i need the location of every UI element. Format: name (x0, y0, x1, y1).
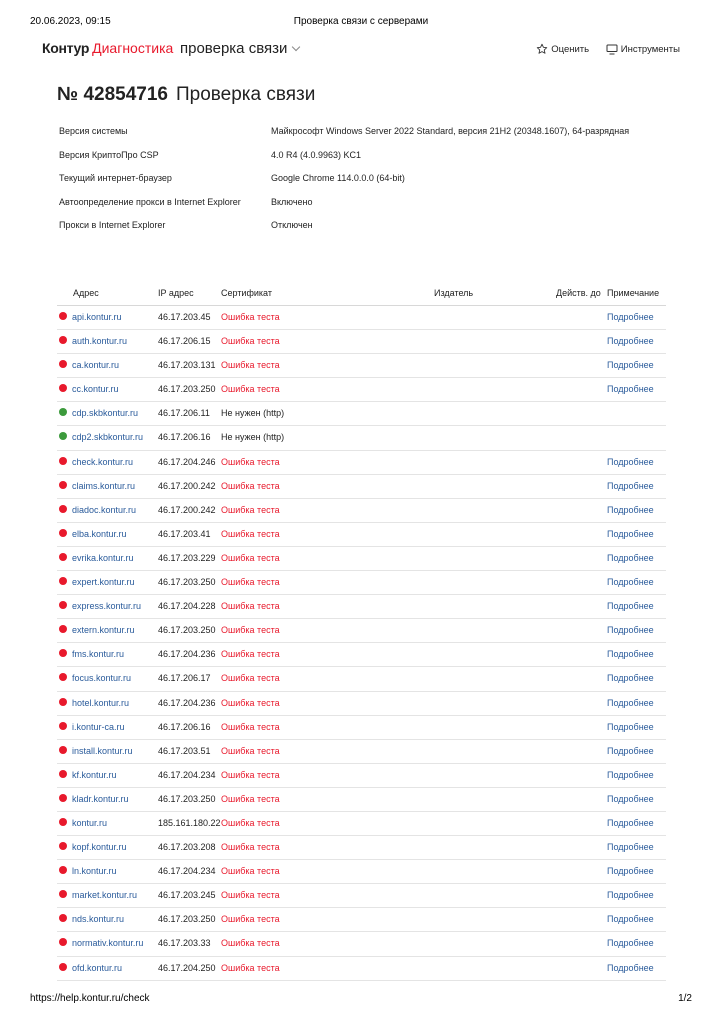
server-ip: 46.17.204.228 (158, 601, 216, 612)
server-ip: 46.17.206.16 (158, 721, 211, 732)
details-link[interactable]: Подробнее (607, 721, 654, 732)
page-title (57, 84, 315, 106)
server-ip: 46.17.206.17 (158, 673, 211, 684)
server-ip: 46.17.206.11 (158, 408, 210, 419)
status-error-icon (59, 842, 67, 850)
certificate-status: Ошибка теста (221, 336, 280, 347)
chevron-down-icon (292, 43, 300, 51)
status-error-icon (59, 384, 67, 392)
server-address: expert.kontur.ru (72, 577, 135, 588)
certificate-status: Ошибка теста (221, 528, 280, 539)
brand-kontur: Контур (42, 40, 90, 56)
server-ip: 46.17.203.229 (158, 552, 216, 563)
details-link[interactable]: Подробнее (607, 914, 654, 925)
table-row (57, 475, 666, 499)
status-error-icon (59, 336, 67, 344)
server-address: nds.kontur.ru (72, 914, 125, 925)
server-address: install.kontur.ru (72, 745, 133, 756)
certificate-status: Ошибка теста (221, 914, 280, 925)
server-address: fms.kontur.ru (72, 649, 125, 660)
status-error-icon (59, 529, 67, 537)
system-info (59, 126, 679, 244)
status-error-icon (59, 914, 67, 922)
servers-table (57, 306, 666, 981)
table-row (57, 426, 666, 450)
details-link[interactable]: Подробнее (607, 842, 654, 853)
details-link[interactable]: Подробнее (607, 962, 654, 973)
info-row (59, 197, 679, 221)
server-address: elba.kontur.ru (72, 528, 127, 539)
details-link[interactable]: Подробнее (607, 793, 654, 804)
server-ip: 46.17.203.45 (158, 312, 211, 322)
info-value: Google Chrome 114.0.0.0 (64-bit) (271, 173, 405, 184)
certificate-status: Ошибка теста (221, 480, 280, 491)
details-link[interactable]: Подробнее (607, 456, 654, 467)
table-row (57, 451, 666, 475)
status-ok-icon (59, 432, 67, 440)
section-label: проверка связи (180, 40, 288, 57)
table-row (57, 402, 666, 426)
certificate-status: Ошибка теста (221, 312, 280, 322)
header-note: Примечание (607, 288, 660, 298)
server-address: api.kontur.ru (72, 312, 122, 322)
certificate-status: Ошибка теста (221, 697, 280, 708)
server-address: express.kontur.ru (72, 601, 142, 612)
brand-logo[interactable] (42, 40, 173, 56)
table-row (57, 692, 666, 716)
tools-button[interactable] (606, 44, 680, 55)
server-ip: 46.17.203.250 (158, 577, 216, 588)
server-ip: 46.17.204.250 (158, 962, 216, 973)
print-header (30, 16, 692, 30)
print-footer (30, 993, 692, 1007)
server-address: diadoc.kontur.ru (72, 504, 137, 515)
server-address: extern.kontur.ru (72, 625, 135, 636)
server-ip: 46.17.204.246 (158, 456, 216, 467)
details-link[interactable]: Подробнее (607, 817, 654, 828)
server-ip: 46.17.203.208 (158, 842, 216, 853)
table-row (57, 499, 666, 523)
monitor-icon (606, 44, 618, 55)
table-row (57, 667, 666, 691)
certificate-status: Не нужен (http) (221, 432, 285, 443)
status-error-icon (59, 866, 67, 874)
server-ip: 46.17.204.236 (158, 697, 216, 708)
table-row (57, 643, 666, 667)
certificate-status: Ошибка теста (221, 962, 280, 973)
details-link[interactable]: Подробнее (607, 577, 654, 588)
server-address: ca.kontur.ru (72, 360, 120, 371)
status-error-icon (59, 770, 67, 778)
server-address: kf.kontur.ru (72, 769, 117, 780)
status-error-icon (59, 457, 67, 465)
table-row (57, 619, 666, 643)
server-ip: 46.17.206.15 (158, 336, 211, 347)
status-error-icon (59, 481, 67, 489)
table-row (57, 716, 666, 740)
info-label: Прокси в Internet Explorer (59, 220, 166, 231)
certificate-status: Ошибка теста (221, 793, 280, 804)
certificate-status: Ошибка теста (221, 456, 280, 467)
table-row (57, 764, 666, 788)
status-error-icon (59, 625, 67, 633)
server-address: ofd.kontur.ru (72, 962, 123, 973)
check-number: № 42854716 (57, 84, 168, 105)
info-label: Версия системы (59, 126, 128, 136)
server-address: focus.kontur.ru (72, 673, 132, 684)
certificate-status: Ошибка теста (221, 938, 280, 949)
server-address: ln.kontur.ru (72, 866, 117, 877)
certificate-status: Ошибка теста (221, 577, 280, 588)
certificate-status: Ошибка теста (221, 721, 280, 732)
status-error-icon (59, 601, 67, 609)
rate-button[interactable] (536, 43, 589, 55)
header-address: Адрес (73, 288, 99, 298)
server-address: cdp2.skbkontur.ru (72, 432, 144, 443)
certificate-status: Ошибка теста (221, 649, 280, 660)
status-error-icon (59, 360, 67, 368)
details-link[interactable]: Подробнее (607, 673, 654, 684)
page-title-text: Проверка связи (176, 84, 316, 105)
certificate-status: Ошибка теста (221, 842, 280, 853)
table-row (57, 571, 666, 595)
server-address: cdp.skbkontur.ru (72, 408, 139, 419)
server-ip: 46.17.204.234 (158, 866, 216, 877)
status-error-icon (59, 649, 67, 657)
certificate-status: Ошибка теста (221, 601, 280, 612)
print-date: 20.06.2023, 09:15 (30, 16, 111, 27)
table-row (57, 836, 666, 860)
server-address: auth.kontur.ru (72, 336, 128, 347)
status-error-icon (59, 963, 67, 971)
server-ip: 46.17.203.245 (158, 890, 216, 901)
status-error-icon (59, 312, 67, 320)
certificate-status: Не нужен (http) (221, 408, 285, 419)
info-label: Автоопределение прокси в Internet Explorer (59, 196, 241, 207)
table-row (57, 306, 666, 330)
status-ok-icon (59, 408, 67, 416)
server-ip: 185.161.180.22 (158, 817, 221, 828)
details-link[interactable]: Подробнее (607, 360, 654, 371)
details-link[interactable]: Подробнее (607, 480, 654, 491)
table-row (57, 547, 666, 571)
status-error-icon (59, 794, 67, 802)
certificate-status: Ошибка теста (221, 673, 280, 684)
table-row (57, 595, 666, 619)
info-label: Версия КриптоПро CSP (59, 149, 159, 160)
table-row (57, 932, 666, 956)
details-link[interactable]: Подробнее (607, 625, 654, 636)
print-title: Проверка связи с серверами (293, 16, 429, 27)
details-link[interactable]: Подробнее (607, 312, 654, 322)
info-row (59, 150, 679, 174)
status-error-icon (59, 890, 67, 898)
certificate-status: Ошибка теста (221, 817, 280, 828)
server-ip: 46.17.204.234 (158, 769, 216, 780)
section-dropdown[interactable] (180, 40, 299, 57)
header-issuer: Издатель (434, 288, 474, 298)
info-row (59, 173, 679, 197)
server-address: i.kontur-ca.ru (72, 721, 125, 732)
header-valid-to: Действ. до (556, 288, 601, 298)
header-certificate: Сертификат (221, 288, 272, 298)
status-error-icon (59, 818, 67, 826)
status-error-icon (59, 505, 67, 513)
info-value: Майкрософт Windows Server 2022 Standard, версия 21H2 (20348.1607), 64-разрядная (271, 126, 630, 136)
certificate-status: Ошибка теста (221, 890, 280, 901)
table-row (57, 378, 666, 402)
details-link[interactable]: Подробнее (607, 528, 654, 539)
status-error-icon (59, 746, 67, 754)
app-header (42, 40, 680, 62)
server-address: hotel.kontur.ru (72, 697, 130, 708)
details-link[interactable]: Подробнее (607, 504, 654, 515)
status-error-icon (59, 722, 67, 730)
server-address: cc.kontur.ru (72, 384, 119, 395)
server-address: check.kontur.ru (72, 456, 134, 467)
server-ip: 46.17.200.242 (158, 480, 216, 491)
server-ip: 46.17.206.16 (158, 432, 211, 443)
table-row (57, 788, 666, 812)
certificate-status: Ошибка теста (221, 504, 280, 515)
table-row (57, 354, 666, 378)
server-ip: 46.17.200.242 (158, 504, 216, 515)
server-ip: 46.17.203.33 (158, 938, 211, 949)
server-address: kontur.ru (72, 817, 108, 828)
info-value: Отключен (271, 220, 313, 231)
info-row (59, 220, 679, 244)
status-error-icon (59, 698, 67, 706)
table-row (57, 812, 666, 836)
table-row (57, 523, 666, 547)
server-address: evrika.kontur.ru (72, 552, 134, 563)
table-header (57, 285, 666, 306)
server-ip: 46.17.203.250 (158, 625, 216, 636)
star-icon (536, 43, 548, 55)
server-address: claims.kontur.ru (72, 480, 136, 491)
info-value: 4.0 R4 (4.0.9963) KC1 (271, 149, 362, 160)
table-row (57, 884, 666, 908)
certificate-status: Ошибка теста (221, 625, 280, 636)
print-url: https://help.kontur.ru/check (30, 993, 150, 1004)
certificate-status: Ошибка теста (221, 745, 280, 756)
info-label: Текущий интернет-браузер (59, 173, 172, 184)
server-address: kladr.kontur.ru (72, 793, 129, 804)
info-value: Включено (271, 196, 313, 207)
details-link[interactable]: Подробнее (607, 697, 654, 708)
server-address: kopf.kontur.ru (72, 842, 127, 853)
server-ip: 46.17.203.51 (158, 745, 211, 756)
status-error-icon (59, 577, 67, 585)
certificate-status: Ошибка теста (221, 552, 280, 563)
status-error-icon (59, 553, 67, 561)
details-link[interactable]: Подробнее (607, 552, 654, 563)
details-link[interactable]: Подробнее (607, 745, 654, 756)
server-address: normativ.kontur.ru (72, 938, 144, 949)
server-ip: 46.17.204.236 (158, 649, 216, 660)
certificate-status: Ошибка теста (221, 384, 280, 395)
print-page-number: 1/2 (678, 993, 692, 1004)
status-error-icon (59, 938, 67, 946)
details-link[interactable]: Подробнее (607, 866, 654, 877)
table-row (57, 860, 666, 884)
table-row (57, 330, 666, 354)
details-link[interactable]: Подробнее (607, 649, 654, 660)
server-address: market.kontur.ru (72, 890, 138, 901)
table-row (57, 908, 666, 932)
server-ip: 46.17.203.250 (158, 793, 216, 804)
details-link[interactable]: Подробнее (607, 384, 654, 395)
info-row (59, 126, 679, 150)
header-ip: IP адрес (158, 288, 194, 298)
details-link[interactable]: Подробнее (607, 769, 654, 780)
server-ip: 46.17.203.41 (158, 528, 211, 539)
status-error-icon (59, 673, 67, 681)
server-ip: 46.17.203.250 (158, 384, 216, 395)
server-ip: 46.17.203.250 (158, 914, 216, 925)
details-link[interactable]: Подробнее (607, 890, 654, 901)
details-link[interactable]: Подробнее (607, 938, 654, 949)
certificate-status: Ошибка теста (221, 769, 280, 780)
certificate-status: Ошибка теста (221, 360, 280, 371)
table-row (57, 740, 666, 764)
certificate-status: Ошибка теста (221, 866, 280, 877)
details-link[interactable]: Подробнее (607, 336, 654, 347)
tools-label: Инструменты (620, 44, 680, 55)
brand-diagnostics: Диагностика (92, 40, 174, 56)
server-ip: 46.17.203.131 (158, 360, 216, 371)
details-link[interactable]: Подробнее (607, 601, 654, 612)
rate-label: Оценить (551, 43, 590, 55)
table-row (57, 957, 666, 981)
